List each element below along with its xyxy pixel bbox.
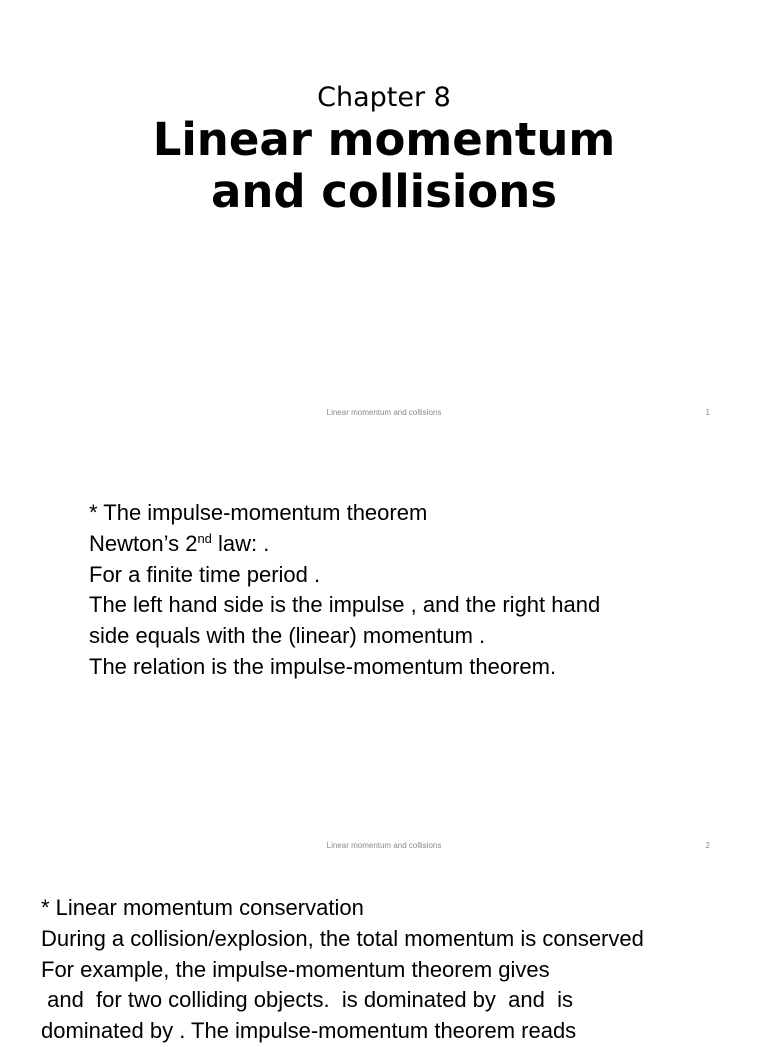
- slide-3: [0, 866, 768, 1044]
- body-line: The left hand side is the impulse , and the right hand: [89, 592, 601, 618]
- body-line: side equals with the (linear) momentum .: [89, 623, 486, 649]
- page-number: 1: [705, 408, 710, 417]
- body-line: and for two colliding objects. is dominated by and is: [41, 987, 573, 1013]
- slide-2: [0, 433, 768, 866]
- body-line: [89, 529, 600, 560]
- slide-title: [0, 114, 768, 218]
- slide-footer: Linear momentum and collisions: [326, 841, 442, 850]
- body-line: * Linear momentum conservation: [41, 895, 364, 920]
- body-line: * The impulse-momentum theorem: [89, 500, 428, 525]
- body-line: The relation is the impulse-momentum theorem.: [89, 653, 557, 679]
- body-line: For a finite time period .: [89, 561, 321, 587]
- title-line-1: Linear momentum: [152, 113, 616, 166]
- body-text: Newton’s 2: [89, 530, 198, 556]
- title-line-2: and collisions: [210, 165, 558, 218]
- body-line: During a collision/explosion, the total momentum is conserved: [41, 925, 644, 951]
- body-line: dominated by . The impulse-momentum theorem reads: [41, 1018, 577, 1044]
- chapter-label: Chapter 8: [317, 82, 451, 113]
- slide-body: [89, 498, 600, 683]
- slide-body: [41, 893, 644, 1047]
- slide-footer: Linear momentum and collisions: [326, 408, 442, 417]
- body-text: law: .: [211, 530, 270, 556]
- slide-1: [0, 0, 768, 433]
- page-number: 2: [705, 841, 710, 850]
- body-line: For example, the impulse-momentum theorem gives: [41, 956, 550, 982]
- superscript: nd: [197, 530, 212, 546]
